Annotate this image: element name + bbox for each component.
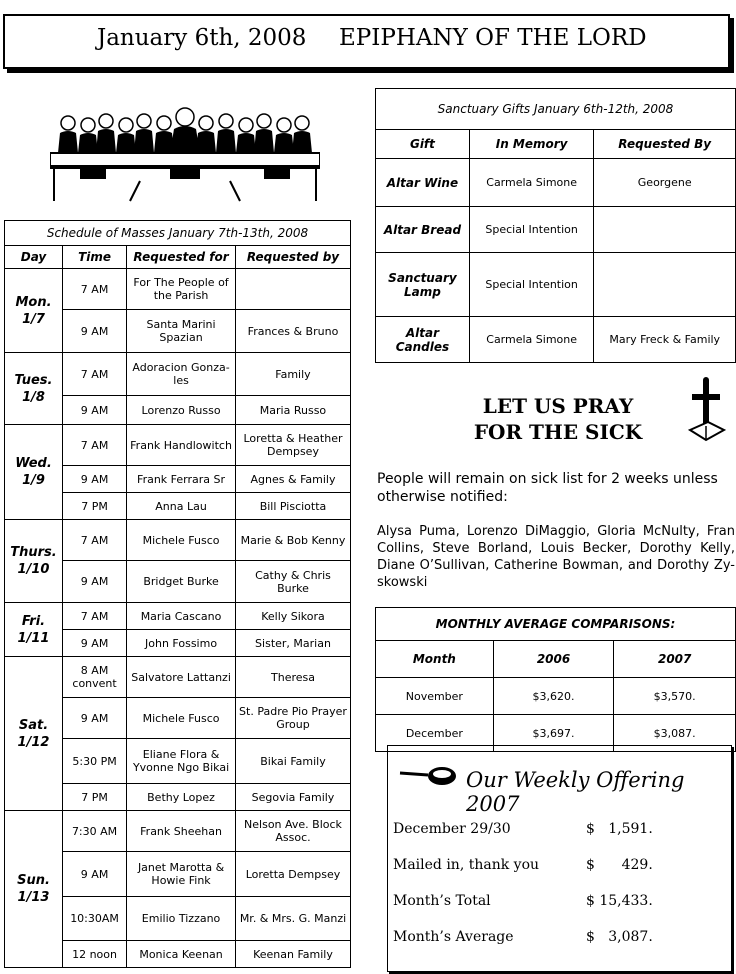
- requested-for: Frank Sheehan: [127, 811, 236, 852]
- avg-month: November: [376, 678, 494, 715]
- col-day: Day: [5, 246, 63, 269]
- mass-time: 7 AM: [63, 353, 127, 396]
- requested-for: Anna Lau: [127, 493, 236, 520]
- requested-by: Family: [235, 353, 350, 396]
- day-date: 1/8: [22, 389, 45, 405]
- offering-title: Our Weekly Offering 2007: [466, 768, 685, 816]
- offering-row: [393, 929, 723, 949]
- mass-time: 7 PM: [63, 784, 127, 811]
- requested-by: Sister, Marian: [235, 630, 350, 657]
- day-date: 1/11: [17, 630, 50, 646]
- requested-for: Lorenzo Russo: [127, 396, 236, 425]
- requested-for: Janet Marotta & Howie Fink: [127, 852, 236, 897]
- requested-for: Michele Fusco: [127, 698, 236, 739]
- offering-label: Mailed in, thank you: [393, 857, 540, 873]
- requested-for: Salvatore Lattanzi: [127, 657, 236, 698]
- requested-by: Marie & Bob Kenny: [235, 520, 350, 561]
- gift-memory: Special Intention: [469, 253, 594, 317]
- requested-by: Maria Russo: [235, 396, 350, 425]
- gift-memory: Carmela Simone: [469, 317, 594, 363]
- mass-time: 9 AM: [63, 852, 127, 897]
- mass-time: 7 AM: [63, 603, 127, 630]
- requested-for: Santa Marini Spazian: [127, 310, 236, 353]
- sick-list-names: Alysa Puma, Lorenzo DiMaggio, Gloria McNulty, Fran Collins, Steve Borland, Louis Becker, Dorothy Kelly, Diane O’Sullivan, Catherine Bowman, and Dorothy Zy-skowski: [377, 524, 735, 590]
- gift-name: Altar Bread: [376, 207, 470, 253]
- col-requested-by: Requested by: [235, 246, 350, 269]
- offering-amount: $ 429.: [586, 857, 653, 873]
- offering-label: December 29/30: [393, 821, 511, 837]
- day-cell: [5, 425, 63, 520]
- avg-2006: $3,620.: [493, 678, 614, 715]
- mass-time: 8 AM convent: [63, 657, 127, 698]
- day-name: Thurs.: [10, 545, 57, 560]
- bulletin-header: [3, 14, 730, 69]
- day-name: Fri.: [21, 613, 46, 629]
- day-date: 1/12: [17, 734, 50, 750]
- mass-time: 7 AM: [63, 425, 127, 466]
- mass-time: 7 PM: [63, 493, 127, 520]
- cross-bible-icon: [686, 374, 726, 446]
- requested-for: Maria Cascano: [127, 603, 236, 630]
- requested-by: [235, 269, 350, 310]
- requested-by: Kelly Sikora: [235, 603, 350, 630]
- bulletin-date: January 6th, 2008: [97, 25, 307, 51]
- day-name: Sun.: [17, 873, 50, 888]
- mass-time: 9 AM: [63, 310, 127, 353]
- sanctuary-gifts-table: [375, 88, 736, 363]
- day-date: 1/7: [22, 311, 45, 327]
- requested-for: Frank Handlowitch: [127, 425, 236, 466]
- sick-list-note: People will remain on sick list for 2 weeks unless otherwise notified:: [377, 471, 718, 505]
- gift-memory: Special Intention: [469, 207, 594, 253]
- offering-amount: $ 3,087.: [586, 929, 653, 945]
- day-date: 1/13: [17, 890, 50, 905]
- offering-amount: $ 15,433.: [586, 893, 653, 909]
- pray-line-1: LET US PRAY: [482, 394, 634, 418]
- day-name: Sat.: [18, 717, 49, 733]
- day-name: Mon.: [15, 294, 52, 310]
- gift-name: Altar Wine: [376, 159, 470, 207]
- mass-time: 7:30 AM: [63, 811, 127, 852]
- offering-label: Month’s Total: [393, 893, 491, 909]
- feast-title: EPIPHANY OF THE LORD: [339, 25, 647, 51]
- requested-for: Monica Keenan: [127, 941, 236, 968]
- pray-line-2: FOR THE SICK: [473, 420, 643, 444]
- requested-by: St. Padre Pio Prayer Group: [235, 698, 350, 739]
- gift-requested-by: Mary Freck & Family: [594, 317, 736, 363]
- requested-by: Segovia Family: [235, 784, 350, 811]
- requested-for: Emilio Tizzano: [127, 897, 236, 941]
- mass-time: 5:30 PM: [63, 739, 127, 784]
- requested-by: Mr. & Mrs. G. Manzi: [235, 897, 350, 941]
- avg-2007: $3,087.: [614, 715, 736, 752]
- last-supper-illustration: [50, 103, 320, 203]
- day-date: 1/9: [22, 473, 45, 488]
- offering-row: [393, 893, 723, 913]
- requested-by: Agnes & Family: [235, 466, 350, 493]
- requested-for: Frank Ferrara Sr: [127, 466, 236, 493]
- avg-2007: $3,570.: [614, 678, 736, 715]
- day-cell: [5, 353, 63, 425]
- requested-for: Michele Fusco: [127, 520, 236, 561]
- avg-month: December: [376, 715, 494, 752]
- requested-for: Eliane Flora & Yvonne Ngo Bikai: [127, 739, 236, 784]
- requested-by: Frances & Bruno: [235, 310, 350, 353]
- offering-amount: $ 1,591.: [586, 821, 653, 837]
- day-date: 1/10: [17, 562, 50, 577]
- day-cell: [5, 657, 63, 811]
- gift-memory: Carmela Simone: [469, 159, 594, 207]
- requested-by: Nelson Ave. Block Assoc.: [235, 811, 350, 852]
- avg-2006: $3,697.: [493, 715, 614, 752]
- mass-schedule-table: [4, 220, 351, 968]
- day-cell: [5, 269, 63, 353]
- mass-time: 9 AM: [63, 698, 127, 739]
- gift-requested-by: Georgene: [594, 159, 736, 207]
- offering-row: [393, 821, 723, 841]
- mass-time: 9 AM: [63, 466, 127, 493]
- requested-for: John Fossimo: [127, 630, 236, 657]
- col-requested-for: Requested for: [127, 246, 236, 269]
- offering-row: [393, 857, 723, 877]
- mass-time: 7 AM: [63, 269, 127, 310]
- pray-heading: [460, 393, 656, 445]
- requested-by: Loretta & Heather Dempsey: [235, 425, 350, 466]
- col-in-memory: In Memory: [469, 130, 594, 159]
- gift-requested-by: [594, 253, 736, 317]
- requested-for: Adoracion Gonza-les: [127, 353, 236, 396]
- day-cell: [5, 811, 63, 968]
- col-time: Time: [63, 246, 127, 269]
- sanctuary-title: Sanctuary Gifts January 6th-12th, 2008: [376, 89, 736, 130]
- gift-name: Altar Candles: [376, 317, 470, 363]
- col-requested-by: Requested By: [594, 130, 736, 159]
- requested-by: Bikai Family: [235, 739, 350, 784]
- requested-by: Loretta Dempsey: [235, 852, 350, 897]
- gift-requested-by: [594, 207, 736, 253]
- mass-schedule-title: Schedule of Masses January 7th-13th, 2008: [5, 221, 351, 246]
- col-gift: Gift: [376, 130, 470, 159]
- requested-by: Bill Pisciotta: [235, 493, 350, 520]
- requested-by: Cathy & Chris Burke: [235, 561, 350, 603]
- day-cell: [5, 520, 63, 603]
- offering-label: Month’s Average: [393, 929, 514, 945]
- requested-for: Bethy Lopez: [127, 784, 236, 811]
- monthly-average-table: [375, 607, 736, 752]
- requested-for: Bridget Burke: [127, 561, 236, 603]
- mass-time: 10:30AM: [63, 897, 127, 941]
- col-month: Month: [376, 641, 494, 678]
- col-2006: 2006: [493, 641, 614, 678]
- requested-by: Keenan Family: [235, 941, 350, 968]
- requested-for: For The People of the Parish: [127, 269, 236, 310]
- mass-time: 9 AM: [63, 561, 127, 603]
- average-title: MONTHLY AVERAGE COMPARISONS:: [376, 608, 736, 641]
- day-name: Wed.: [15, 456, 52, 471]
- day-cell: [5, 603, 63, 657]
- col-2007: 2007: [614, 641, 736, 678]
- day-name: Tues.: [14, 372, 53, 388]
- mass-time: 9 AM: [63, 396, 127, 425]
- mass-time: 9 AM: [63, 630, 127, 657]
- requested-by: Theresa: [235, 657, 350, 698]
- weekly-offering-box: [387, 745, 732, 972]
- offering-spoon-icon: [398, 761, 458, 791]
- mass-time: 12 noon: [63, 941, 127, 968]
- gift-name: Sanctuary Lamp: [376, 253, 470, 317]
- mass-time: 7 AM: [63, 520, 127, 561]
